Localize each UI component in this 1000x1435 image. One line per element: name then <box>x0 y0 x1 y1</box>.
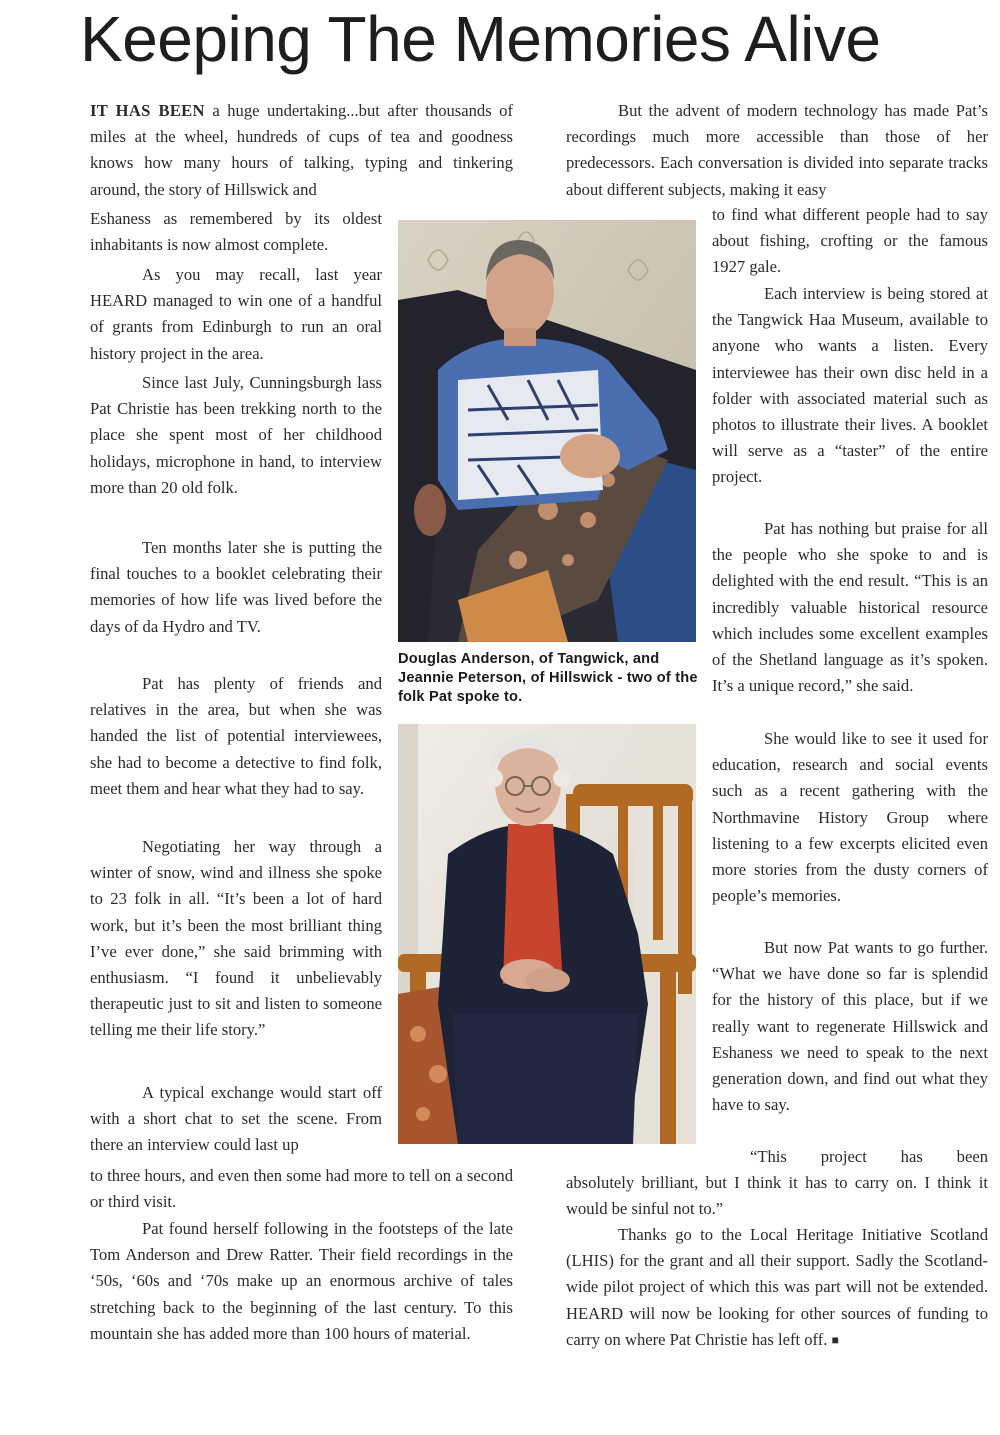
right-paragraph-5b-text: absolutely brilliant, but I think it has to carry on. I think it would be sinful not to.” <box>566 1173 988 1219</box>
right-paragraph-5a: But now Pat wants to go further. “What we have done so far is splendid for the history of this place, but if we really want to regenerate Hillswick and Eshaness we need to speak to the next generation down, and find out what they have to say. <box>712 938 988 1115</box>
headline: Keeping The Memories Alive <box>80 3 881 75</box>
right-paragraph-6 <box>566 1222 988 1353</box>
left-paragraph-4: Ten months later she is putting the final touches to a booklet celebrating their memories of how life was lived before the days of da Hydro and TV. <box>90 538 382 636</box>
right-paragraph-4: She would like to see it used for education, research and social events such as a recent gathering with the Northmavine History Group where listening to a few excerpts elicited even more stories from the dusty corners of people’s memories. <box>712 729 988 906</box>
photo-jeannie-peterson <box>398 724 696 1144</box>
left-paragraph-7a: A typical exchange would start off with a short chat to set the scene. From there an interview could last up <box>90 1083 382 1155</box>
photo-douglas-anderson <box>398 220 696 642</box>
right-paragraph-5b-lead: “This project has been <box>750 1147 988 1166</box>
photo-douglas-anderson-image <box>398 220 696 642</box>
left-paragraph-1a-text: a huge undertaking...but after thousands of miles at the wheel, hundreds of cups of tea and goodness knows how many hours of talking, typing and tinkering around, the story of Hillswick and <box>90 101 513 199</box>
left-paragraph-1b: Eshaness as remembered by its oldest inhabitants is now almost complete. <box>90 209 382 255</box>
left-paragraph-1a <box>90 98 513 203</box>
left-paragraph-5: Pat has plenty of friends and relatives in the area, but when she was handed the list of potential interviewees, she had to become a detective to find folk, meet them and hear what they had to say. <box>90 674 382 798</box>
photo-caption: Douglas Anderson, of Tangwick, and Jeannie Peterson, of Hillswick - two of the folk Pat spoke to. <box>398 651 698 705</box>
left-paragraph-6: Negotiating her way through a winter of snow, wind and illness she spoke to 23 folk in all. “It’s been a lot of hard work, but it’s been the most brilliant thing I’ve ever done,” she said brimming with enthusiasm. “I found it unbelievably therapeutic just to sit and listen to someone telling me their life story.” <box>90 837 382 1040</box>
right-paragraph-5b <box>566 1144 988 1223</box>
right-paragraph-6-text: Thanks go to the Local Heritage Initiative Scotland (LHIS) for the grant and all their support. Sadly the Scotland-wide pilot project of which this was part will not be extended. HEARD will now be looking for other sources of funding to carry on where Pat Christie has left off. <box>566 1225 988 1349</box>
right-paragraph-1a: But the advent of modern technology has made Pat’s recordings much more accessible than those of her predecessors. Each conversation is divided into separate tracks about different subjects, making it easy <box>566 101 988 199</box>
lede: IT HAS BEEN <box>90 101 205 120</box>
left-paragraph-8: Pat found herself following in the footsteps of the late Tom Anderson and Drew Ratter. Their field recordings in the ‘50s, ‘60s and ‘70s make up an enormous archive of tales stretching back to the beginning of the last century. To this mountain she has added more than 100 hours of material. <box>90 1219 513 1343</box>
end-mark-icon: ■ <box>831 1332 839 1347</box>
left-paragraph-7b: to three hours, and even then some had more to tell on a second or third visit. <box>90 1166 513 1212</box>
right-paragraph-1b: to find what different people had to say about fishing, crofting or the famous 1927 gale. <box>712 205 988 277</box>
photo-jeannie-peterson-image <box>398 724 696 1144</box>
left-paragraph-2: As you may recall, last year HEARD managed to win one of a handful of grants from Edinburgh to run an oral history project in the area. <box>90 265 382 363</box>
right-paragraph-3: Pat has nothing but praise for all the people who she spoke to and is delighted with the end result. “This is an incredibly valuable historical resource which includes some excellent examples of the Shetland language as it’s spoken. It’s a unique record,” she said. <box>712 519 988 696</box>
right-paragraph-2: Each interview is being stored at the Tangwick Haa Museum, available to anyone who wants a listen. Every interviewee has their own disc held in a folder with associated material such as photos to illustrate their lives. A booklet will serve as a “taster” of the entire project. <box>712 284 988 487</box>
left-paragraph-3: Since last July, Cunningsburgh lass Pat Christie has been trekking north to the place she spent most of her childhood holidays, microphone in hand, to interview more than 20 old folk. <box>90 373 382 497</box>
